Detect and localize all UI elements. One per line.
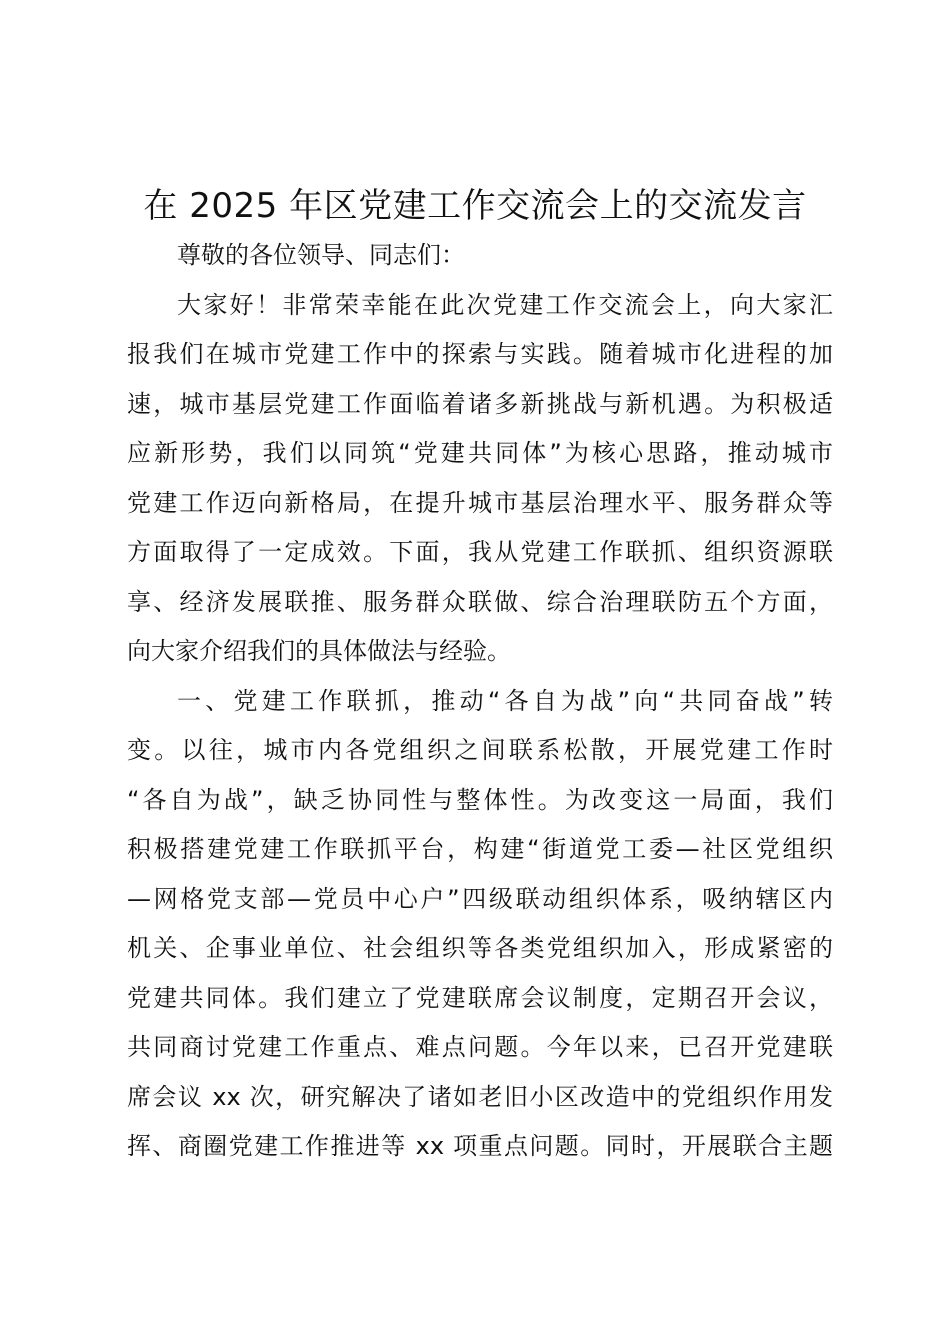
paragraph-line: 方面取得了一定成效。下面，我从党建工作联抓、组织资源联	[127, 538, 833, 566]
document-title: 在 2025 年区党建工作交流会上的交流发言	[143, 186, 807, 226]
paragraph-line: 共同商讨党建工作重点、难点问题。今年以来，已召开党建联	[127, 1033, 833, 1061]
paragraph-line: —网格党支部—党员中心户”四级联动组织体系，吸纳辖区内	[127, 884, 833, 913]
paragraph-line: 变。以往，城市内各党组织之间联系松散，开展党建工作时	[127, 736, 833, 764]
section-heading-line: 一、党建工作联抓，推动“各自为战”向“共同奋战”转	[177, 686, 833, 715]
paragraph-line: “各自为战”，缺乏协同性与整体性。为改变这一局面，我们	[127, 785, 833, 814]
paragraph-line: 报我们在城市党建工作中的探索与实践。随着城市化进程的加	[127, 340, 833, 368]
salutation-line: 尊敬的各位领导、同志们：	[177, 241, 465, 269]
paragraph-line: 享、经济发展联推、服务群众联做、综合治理联防五个方面，	[127, 587, 833, 616]
paragraph-line: 党建工作迈向新格局，在提升城市基层治理水平、服务群众等	[127, 488, 833, 517]
paragraph-line: 大家好！非常荣幸能在此次党建工作交流会上，向大家汇	[177, 290, 833, 319]
paragraph-line: 挥、商圈党建工作推进等 xx 项重点问题。同时，开展联合主题	[127, 1132, 833, 1160]
paragraph-line: 席会议 xx 次，研究解决了诸如老旧小区改造中的党组织作用发	[127, 1082, 833, 1111]
paragraph-line: 速，城市基层党建工作面临着诸多新挑战与新机遇。为积极适	[127, 389, 833, 418]
paragraph-line: 党建共同体。我们建立了党建联席会议制度，定期召开会议，	[127, 983, 833, 1012]
document-body	[127, 231, 833, 1172]
paragraph-line: 应新形势，我们以同筑“党建共同体”为核心思路，推动城市	[127, 439, 833, 467]
paragraph-line: 向大家介绍我们的具体做法与经验。	[127, 637, 511, 665]
paragraph-line: 机关、企事业单位、社会组织等各类党组织加入，形成紧密的	[127, 934, 833, 962]
paragraph-line: 积极搭建党建工作联抓平台，构建“街道党工委—社区党组织	[127, 835, 833, 863]
